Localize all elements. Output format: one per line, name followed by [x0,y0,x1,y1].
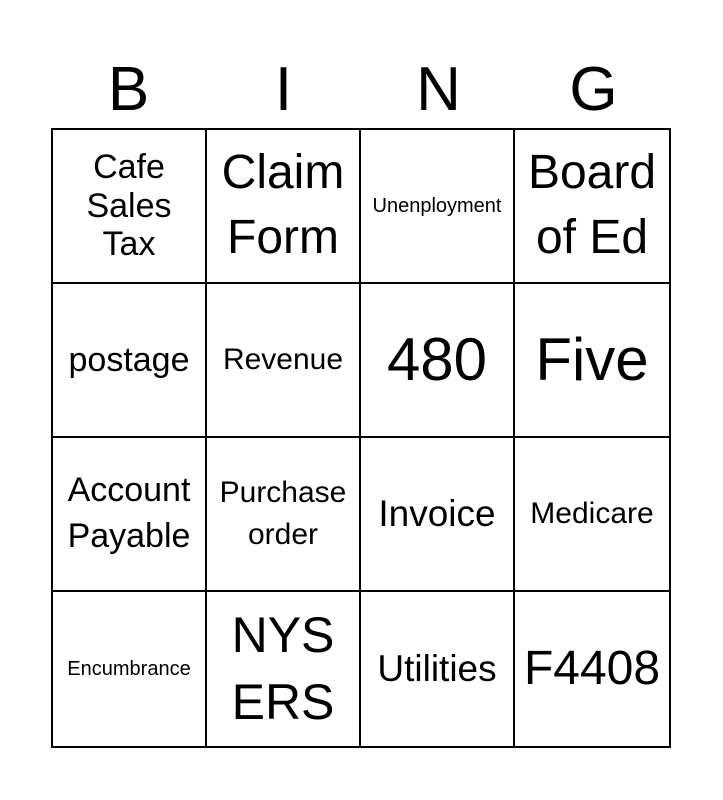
bingo-cell[interactable] [515,592,669,746]
bingo-cell[interactable] [361,592,515,746]
bingo-cell[interactable] [515,284,669,438]
cell-text: Account Payable [67,471,191,555]
cell-text: Purchase order [219,476,347,551]
cell-text: Utilities [377,648,497,690]
bingo-card [51,128,671,748]
bingo-cell[interactable] [207,592,361,746]
bingo-cell[interactable] [207,284,361,438]
cell-text: Claim Form [221,146,345,264]
bingo-cell[interactable] [207,130,361,284]
bingo-cell[interactable] [361,130,515,284]
header-letter-n: N [416,55,461,124]
bingo-cell[interactable] [361,438,515,592]
bingo-cell[interactable] [515,438,669,592]
bingo-cell[interactable] [53,592,207,746]
cell-text: Medicare [530,497,654,531]
cell-text: Board of Ed [527,146,657,264]
cell-text: Encumbrance [67,657,191,680]
bingo-cell[interactable] [53,130,207,284]
cell-text: Cafe Sales Tax [86,148,172,264]
bingo-cell[interactable] [515,130,669,284]
bingo-cell[interactable] [53,284,207,438]
cell-text: Unenployment [372,194,502,217]
cell-text: 480 [386,326,488,394]
header-letter-i: I [274,55,293,124]
cell-text: F4408 [523,641,661,695]
bingo-cell[interactable] [361,284,515,438]
cell-text: Revenue [222,343,344,377]
cell-text: postage [68,340,190,379]
bingo-cell[interactable] [207,438,361,592]
bingo-header [51,52,671,128]
cell-text: Five [535,326,649,394]
bingo-cell[interactable] [53,438,207,592]
header-letter-g: G [569,55,618,124]
header-letter-b: B [107,55,150,124]
cell-text: NYS ERS [231,606,335,730]
cell-text: Invoice [378,493,496,535]
